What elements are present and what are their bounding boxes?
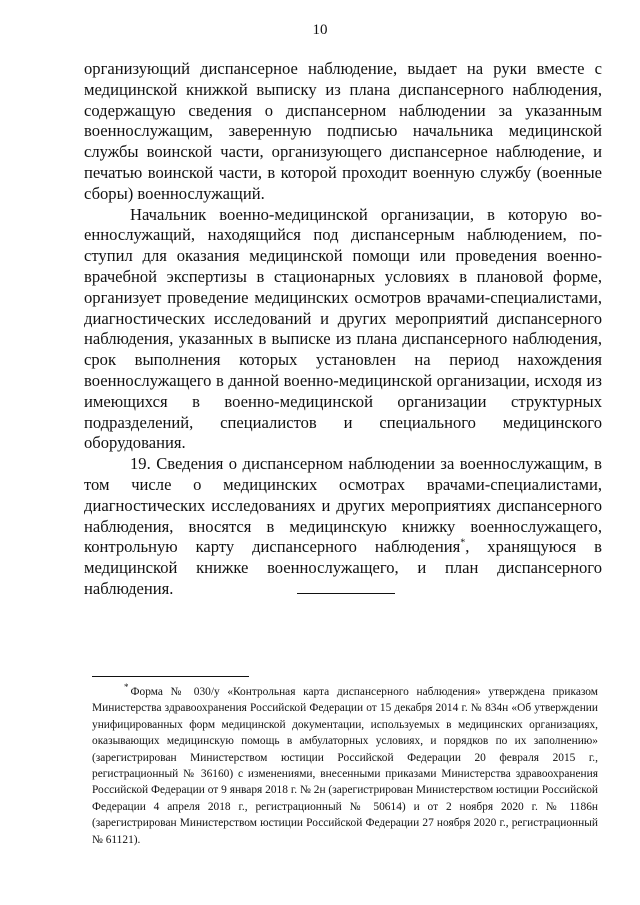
paragraph-1: организующий диспансерное наблюдение, выдает на руки вместе с медицинской книжкой выписку из плана диспансерного наблюдения, содержащую сведения о диспансерном наблюдении за указанным военнослужащим, заверенную подписью начальника медицинской службы воинской части, организующего диспансерное наблюдение, и печатью воинской части, в которой проходит военную службу (военные сборы) военнослужащий. [84, 59, 602, 203]
paragraph-3-text-end: , хранящуюся в медицинской книжке военнослужащего, и план диспансерного наблюдения. [84, 537, 602, 598]
footnote-reference-marker: * [460, 537, 466, 549]
paragraph-3 [84, 454, 602, 600]
footnote [92, 684, 598, 848]
page-number: 10 [312, 22, 328, 38]
footnote-text: Форма № 030/у «Контрольная карта диспансерного наблюдения» утверждена приказом Министерства здравоохранения Российской Федерации от 15 декабря 2014 г. № 834н «Об утверждении унифицированных форм медицинской документации, используемых в медицинских организациях, оказывающих медицинскую помощь в амбулаторных условиях, и порядков по их заполнению» (зарегистрирован Министерством юстиции Российской Федерации 20 февраля 2015 г., регистрационный № 36160) с изменениями, внесенными приказами Министерства здравоохранения Российской Федерации от 9 января 2018 г. № 2н (зарегистрирован Министерством юстиции Российской Федерации 4 апреля 2018 г., регистрационный № 50614) и от 2 ноября 2020 г. № 1186н (зарегистрирован Министерством юстиции Российской Федерации 27 ноября 2020 г., регистрационный № 61121). [92, 686, 598, 846]
paragraph-2: Начальник военно-медицинской организации, в которую военнослужащий, находящийся под диспансерным наблюдением, поступил для оказания медицинской помощи или проведения военно-врачебной экспертизы в стационарных условиях в плановой форме, организует проведение медицинских осмотров врачами-специалистами, диагностических исследований и других мероприятий диспансерного наблюдения, указанных в выписке из плана диспансерного наблюдения, срок выполнения которых установлен на период нахождения военнослужащего в данной военно-медицинской организации, исходя из имеющихся в военно-медицинской организации структурных подразделений, специалистов и специального медицинского оборудования. [84, 204, 602, 453]
body-text [84, 59, 602, 600]
footnote-separator [92, 676, 249, 677]
section-divider [297, 593, 395, 594]
footnote-marker: * [124, 682, 129, 693]
paragraph-3-text-start: 19. Сведения о диспансерном наблюдении за военнослужащим, в том числе о медицинских осмотрах врачами-специалистами, диагностических исследованиях и других мероприятиях диспансерного наблюдения, вносятся в медицинскую книжку военнослужащего, контрольную карту диспансерного наблюдения [84, 454, 602, 557]
